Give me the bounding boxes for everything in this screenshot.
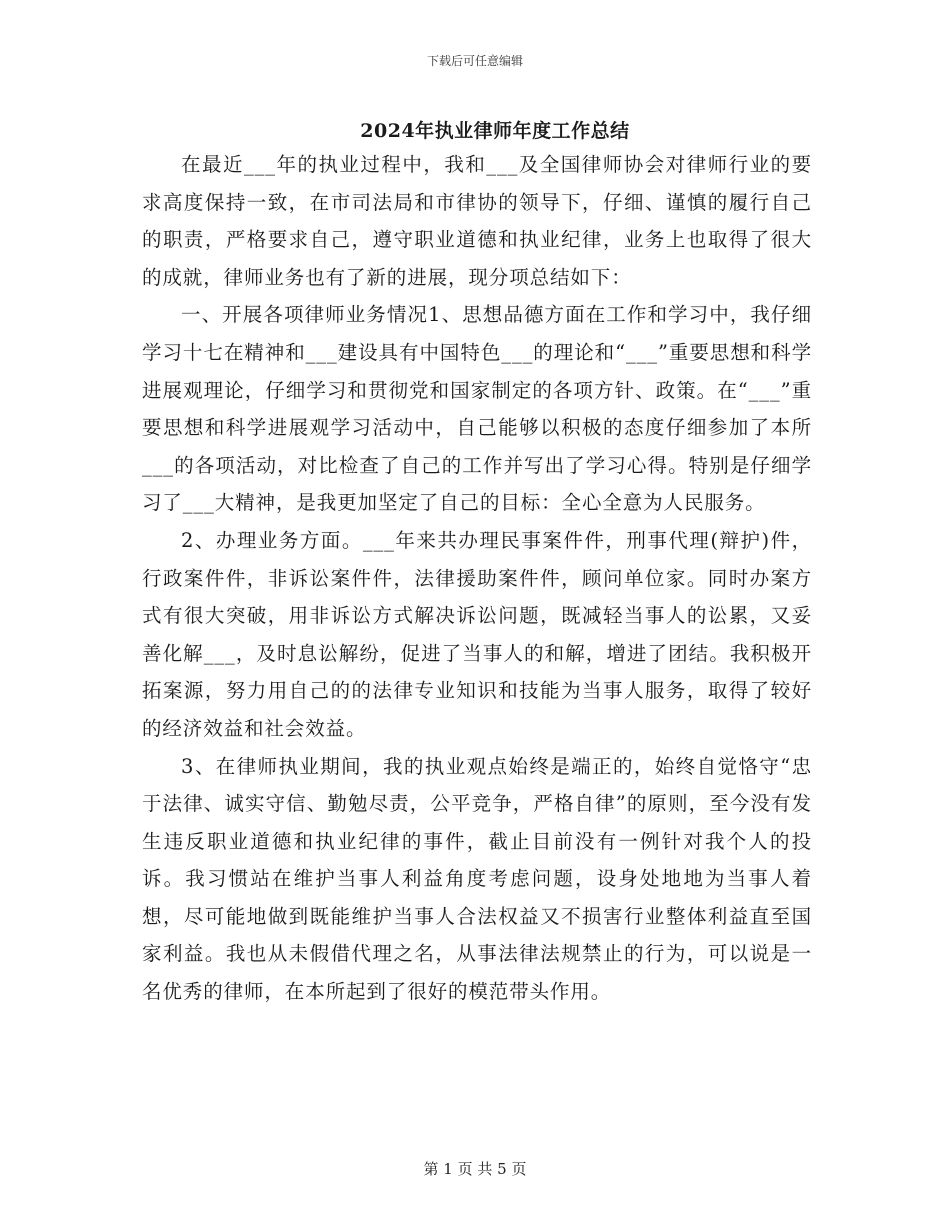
paragraph-section-1: 一、开展各项律师业务情况1、思想品德方面在工作和学习中，我仔细学习十七在精神和___建设具有中国特色___的理论和“___”重要思想和科学进展观理论，仔细学习和贯彻党和国家制定的各项方针、政策。在“___”重要思想和科学进展观学习活动中，自己能够以积极的态度仔细参加了本所___的各项活动，对比检查了自己的工作并写出了学习心得。特别是仔细学习了___大精神，是我更加坚定了自己的目标：全心全意为人民服务。 [142, 303, 812, 515]
document-title: 2024年执业律师年度工作总结 [360, 120, 630, 142]
paragraph-section-3: 3、在律师执业期间，我的执业观点始终是端正的，始终自觉恪守“忠于法律、诚实守信、勤勉尽责，公平竞争，严格自律”的原则，至今没有发生违反职业道德和执业纪律的事件，截止目前没有一例针对我个人的投诉。我习惯站在维护当事人利益角度考虑问题，设身处地地为当事人着想，尽可能地做到既能维护当事人合法权益又不损害行业整体利益直至国家利益。我也从未假借代理之名，从事法律法规禁止的行为，可以说是一名优秀的律师，在本所起到了很好的模范带头作用。 [142, 754, 812, 1004]
paragraph-intro: 在最近___年的执业过程中，我和___及全国律师协会对律师行业的要求高度保持一致，在市司法局和市律协的领导下，仔细、谨慎的履行自己的职责，严格要求自己，遵守职业道德和执业纪律，业务上也取得了很大的成就，律师业务也有了新的进展，现分项总结如下： [142, 153, 812, 289]
page-number: 第 1 页 共 5 页 [423, 1160, 527, 1178]
header-note: 下载后可任意编辑 [426, 54, 523, 68]
document-body [142, 146, 812, 1011]
paragraph-section-2: 2、办理业务方面。___年来共办理民事案件件，刑事代理(辩护)件，行政案件件，非诉讼案件件，法律援助案件件，顾问单位家。同时办案方式有很大突破，用非诉讼方式解决诉讼问题，既减轻当事人的讼累，又妥善化解___，及时息讼解纷，促进了当事人的和解，增进了团结。我积极开拓案源，努力用自己的的法律专业知识和技能为当事人服务，取得了较好的经济效益和社会效益。 [142, 528, 812, 740]
